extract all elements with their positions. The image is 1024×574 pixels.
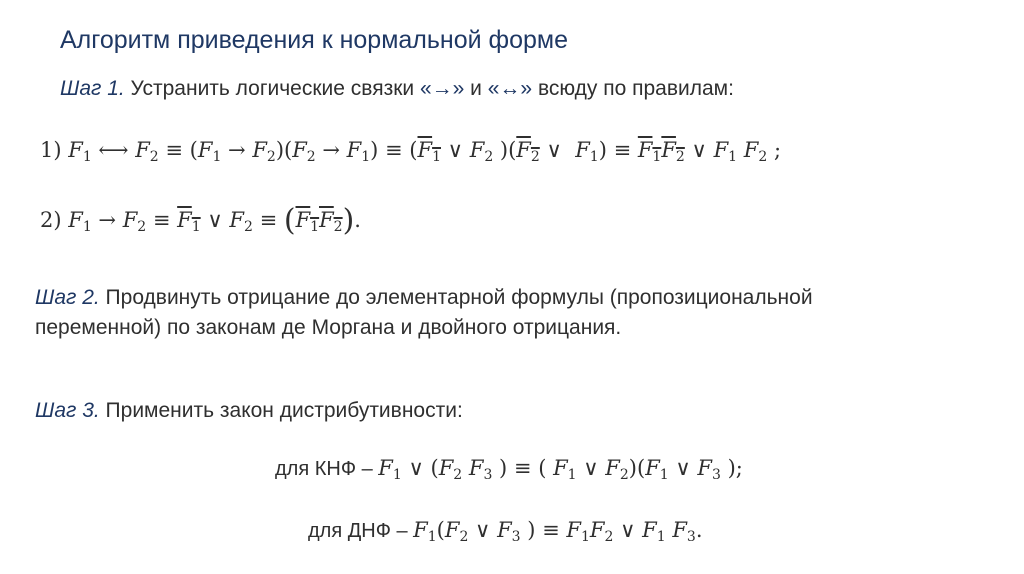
dnf-end: . <box>695 518 703 542</box>
formula-2-end: . <box>354 208 361 232</box>
step-3 <box>35 396 463 426</box>
knf-end: ; <box>735 456 743 480</box>
dnf-formula: для ДНФ – $F_1(F_2$ ∨ $F_3$ ) ≡ $F_1F_2$ ∨ $F_1$ $F_3$. <box>308 518 703 545</box>
knf-prefix: для КНФ – <box>275 458 379 480</box>
step-3-label: Шаг 3. <box>35 399 100 422</box>
step-1-text-a: Устранить логические связки <box>124 77 420 100</box>
formula-1-number: 1) <box>40 138 62 162</box>
formula-2-number: 2) <box>40 208 62 232</box>
equivalence-symbol: «↔» <box>487 77 533 100</box>
formula-1: 1) $F_1$ ⟷ $F_2 \equiv (F_1 \to F_2)(F_2 \to F_1) \equiv (F_1$ ∨ $F_2$ )($F_2$ ∨ $F_1) \equiv F_1F_2$ ∨ $F_1$ $F_2$ ; <box>40 138 782 165</box>
knf-formula: для КНФ – $F_1$ ∨ ($F_2$ $F_3$ ) ≡ ( $F_1$ ∨ $F_2)(F_1$ ∨ $F_3$ ); <box>275 456 743 483</box>
step-3-text: Применить закон дистрибутивности: <box>99 399 463 422</box>
step-1-text-b: всюду по правилам: <box>532 77 734 100</box>
step-2-text: Продвинуть отрицание до элементарной формулы (пропозициональной переменной) по законам де Моргана и двойного отрицания. <box>35 286 813 339</box>
step-1-label: Шаг 1. <box>60 77 125 100</box>
step-2 <box>35 283 935 343</box>
implication-symbol: «→» <box>419 77 465 100</box>
step-1 <box>60 74 734 104</box>
step-2-label: Шаг 2. <box>35 286 100 309</box>
formula-1-end: ; <box>767 138 782 162</box>
step-1-and: и <box>464 77 488 100</box>
dnf-prefix: для ДНФ – <box>308 520 414 542</box>
formula-2: 2) $F_1 \to F_2 \equiv F_1$ ∨ $F_2 \equiv (F_1F_2)$. <box>40 203 361 238</box>
slide-title: Алгоритм приведения к нормальной форме <box>60 26 568 54</box>
